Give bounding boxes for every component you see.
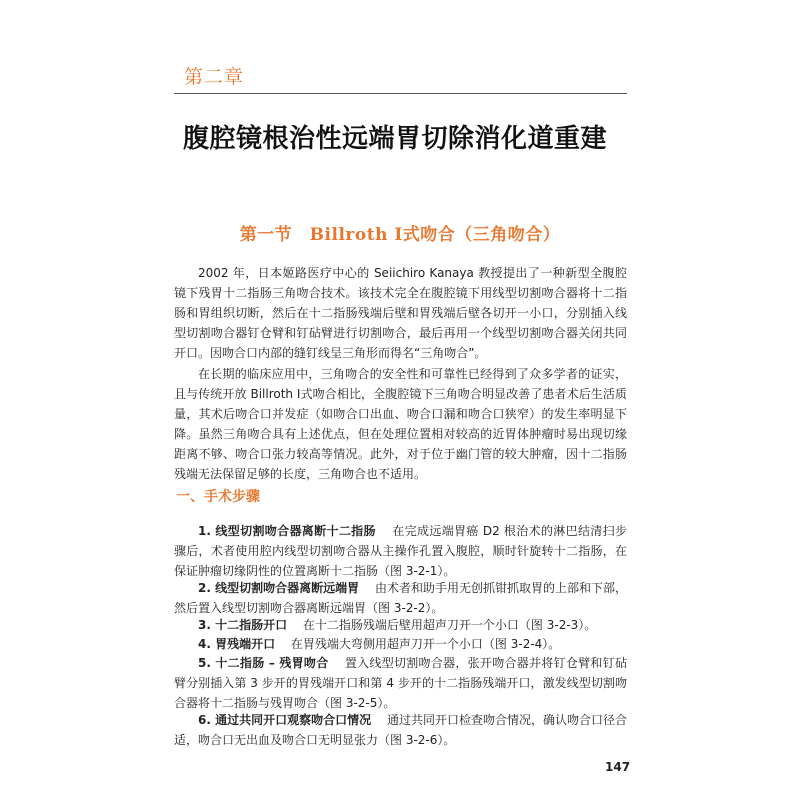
chapter-title: 腹腔镜根治性远端胃切除消化道重建	[183, 124, 608, 154]
step-title: 5. 十二指肠 – 残胃吻合	[198, 656, 329, 670]
step-text: 在完成远端胃癌 D2 根治术的淋巴结清扫步骤后，术者使用腔内线型切割吻合器从主操作孔置入腹腔，顺时针旋转十二指肠，在保证肿瘤切缘阴性的位置离断十二指肠（图 3-2-1）。	[174, 524, 627, 578]
step-paragraph	[174, 634, 627, 654]
step-text: 在十二指肠残端后壁用超声刀开一个小口（图 3-2-3）。	[302, 618, 597, 632]
intro-paragraph: 在长期的临床应用中，三角吻合的安全性和可靠性已经得到了众多学者的证实，且与传统开放 Billroth Ⅰ式吻合相比，全腹腔镜下三角吻合明显改善了患者术后生活质量，其术后吻合口并发症（如吻合口出血、吻合口漏和吻合口狭窄）的发生率明显下降。虽然三角吻合具有上述优点，但在处理位置相对较高的近胃体肿瘤时易出现切缘距离不够、吻合口张力较高等情况。此外，对于位于幽门管的较大肿瘤，因十二指肠残端无法保留足够的长度，三角吻合也不适用。	[174, 367, 627, 481]
step-title: 1. 线型切割吻合器离断十二指肠	[198, 524, 376, 538]
step-paragraph	[174, 710, 627, 750]
step-paragraph	[174, 615, 627, 635]
section-title: 第一节 Billroth Ⅰ式吻合（三角吻合）	[239, 225, 561, 245]
step-text: 由术者和助手用无创抓钳抓取胃的上部和下部，然后置入线型切割吻合器离断远端胃（图 3-2-2）。	[174, 581, 627, 615]
step-text: 置入线型切割吻合器，张开吻合器并将钉仓臂和钉砧臂分别插入第 3 步开的胃残端开口和第 4 步开的十二指肠残端开口，激发线型切割吻合器将十二指肠与残胃吻合（图 3-2-5）。	[174, 656, 627, 710]
step-text: 在胃残端大弯侧用超声刀开一个小口（图 3-2-4）。	[290, 637, 561, 651]
step-title: 2. 线型切割吻合器离断远端胃	[198, 581, 360, 595]
step-paragraph	[174, 653, 627, 713]
step-title: 3. 十二指肠开口	[198, 618, 288, 632]
chapter-rule	[174, 93, 627, 94]
subsection-title: 一、手术步骤	[176, 489, 260, 505]
step-title: 6. 通过共同开口观察吻合口情况	[198, 713, 372, 727]
chapter-label: 第二章	[184, 66, 245, 88]
step-text: 通过共同开口检查吻合情况，确认吻合口径合适，吻合口无出血及吻合口无明显张力（图 3-2-6）。	[174, 713, 627, 747]
intro-paragraph: 2002 年，日本姬路医疗中心的 Seiichiro Kanaya 教授提出了一种新型全腹腔镜下残胃十二指肠三角吻合技术。该技术完全在腹腔镜下用线型切割吻合器将十二指肠和胃组织切断，然后在十二指肠残端后壁和胃残端后壁各切开一小口，分别插入线型切割吻合器钉仓臂和钉砧臂进行切割吻合，最后再用一个线型切割吻合器关闭共同开口。因吻合口内部的缝钉线呈三角形而得名“三角吻合”。	[174, 266, 627, 360]
step-paragraph	[174, 521, 627, 581]
page-number: 147	[605, 760, 631, 774]
step-paragraph	[174, 578, 627, 618]
step-title: 4. 胃残端开口	[198, 637, 276, 651]
